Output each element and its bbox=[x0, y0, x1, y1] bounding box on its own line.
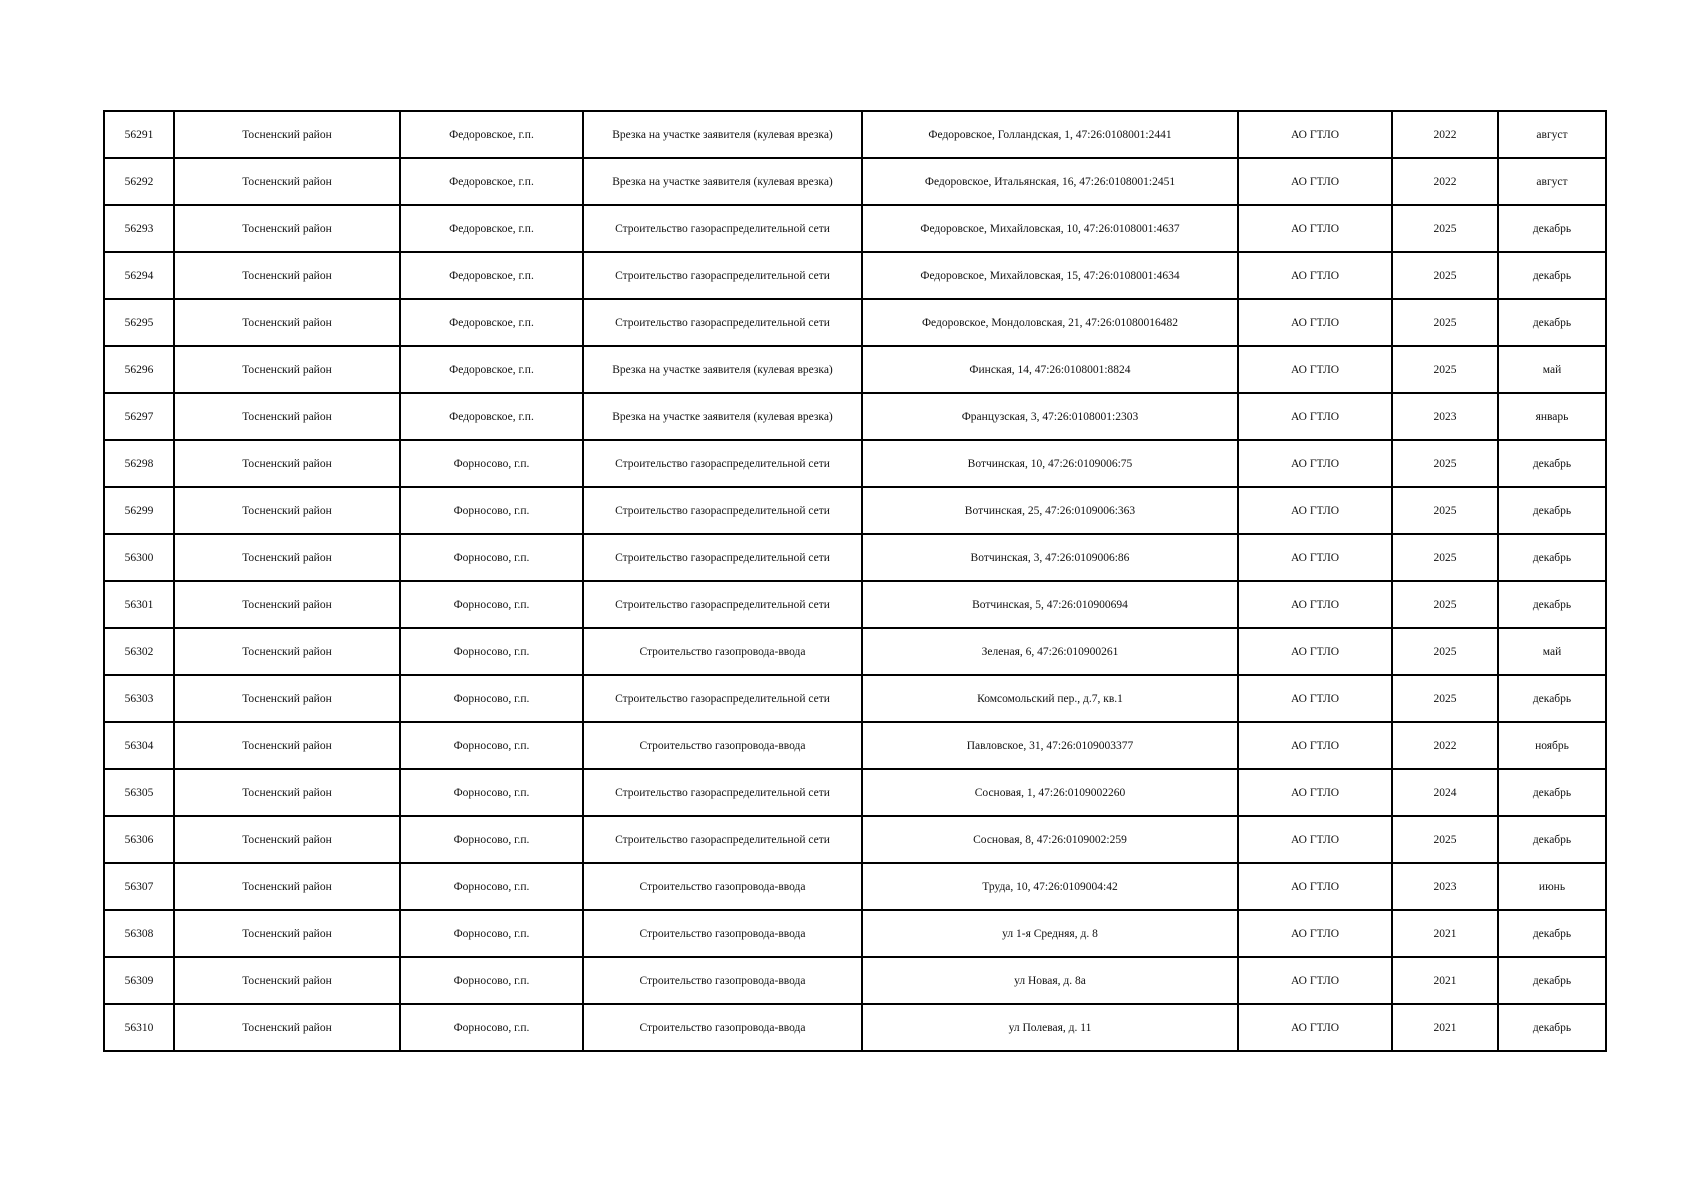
district-cell: Тосненский район bbox=[174, 581, 400, 628]
organization-cell: АО ГТЛО bbox=[1238, 910, 1392, 957]
row-number-cell: 56291 bbox=[104, 111, 174, 158]
row-number-cell: 56300 bbox=[104, 534, 174, 581]
work-type-cell: Строительство газораспределительной сети bbox=[583, 816, 862, 863]
year-cell: 2025 bbox=[1392, 487, 1498, 534]
work-type-cell: Строительство газораспределительной сети bbox=[583, 205, 862, 252]
settlement-cell: Форносово, г.п. bbox=[400, 581, 583, 628]
district-cell: Тосненский район bbox=[174, 722, 400, 769]
address-cell: Вотчинская, 10, 47:26:0109006:75 bbox=[862, 440, 1238, 487]
address-cell: Сосновая, 8, 47:26:0109002:259 bbox=[862, 816, 1238, 863]
month-cell: декабрь bbox=[1498, 487, 1606, 534]
row-number-cell: 56305 bbox=[104, 769, 174, 816]
address-cell: Федоровское, Михайловская, 15, 47:26:0108001:4634 bbox=[862, 252, 1238, 299]
address-cell: Павловское, 31, 47:26:0109003377 bbox=[862, 722, 1238, 769]
address-cell: Федоровское, Итальянская, 16, 47:26:0108001:2451 bbox=[862, 158, 1238, 205]
month-cell: август bbox=[1498, 111, 1606, 158]
address-cell: Сосновая, 1, 47:26:0109002260 bbox=[862, 769, 1238, 816]
work-type-cell: Строительство газопровода-ввода bbox=[583, 628, 862, 675]
table-row bbox=[104, 440, 1606, 487]
district-cell: Тосненский район bbox=[174, 346, 400, 393]
work-type-cell: Строительство газораспределительной сети bbox=[583, 769, 862, 816]
row-number-cell: 56297 bbox=[104, 393, 174, 440]
organization-cell: АО ГТЛО bbox=[1238, 1004, 1392, 1051]
year-cell: 2025 bbox=[1392, 581, 1498, 628]
work-type-cell: Строительство газораспределительной сети bbox=[583, 252, 862, 299]
row-number-cell: 56293 bbox=[104, 205, 174, 252]
address-cell: Труда, 10, 47:26:0109004:42 bbox=[862, 863, 1238, 910]
table-row bbox=[104, 252, 1606, 299]
district-cell: Тосненский район bbox=[174, 487, 400, 534]
month-cell: декабрь bbox=[1498, 252, 1606, 299]
row-number-cell: 56296 bbox=[104, 346, 174, 393]
district-cell: Тосненский район bbox=[174, 299, 400, 346]
year-cell: 2025 bbox=[1392, 675, 1498, 722]
year-cell: 2023 bbox=[1392, 863, 1498, 910]
month-cell: декабрь bbox=[1498, 534, 1606, 581]
settlement-cell: Форносово, г.п. bbox=[400, 816, 583, 863]
work-type-cell: Строительство газопровода-ввода bbox=[583, 863, 862, 910]
month-cell: август bbox=[1498, 158, 1606, 205]
gas-connection-table bbox=[103, 110, 1607, 1052]
organization-cell: АО ГТЛО bbox=[1238, 205, 1392, 252]
organization-cell: АО ГТЛО bbox=[1238, 957, 1392, 1004]
organization-cell: АО ГТЛО bbox=[1238, 675, 1392, 722]
organization-cell: АО ГТЛО bbox=[1238, 769, 1392, 816]
table-row bbox=[104, 393, 1606, 440]
table-row bbox=[104, 957, 1606, 1004]
settlement-cell: Федоровское, г.п. bbox=[400, 393, 583, 440]
district-cell: Тосненский район bbox=[174, 393, 400, 440]
table-row bbox=[104, 581, 1606, 628]
table-row bbox=[104, 675, 1606, 722]
month-cell: декабрь bbox=[1498, 957, 1606, 1004]
table-row bbox=[104, 910, 1606, 957]
organization-cell: АО ГТЛО bbox=[1238, 393, 1392, 440]
settlement-cell: Федоровское, г.п. bbox=[400, 111, 583, 158]
address-cell: Финская, 14, 47:26:0108001:8824 bbox=[862, 346, 1238, 393]
month-cell: декабрь bbox=[1498, 910, 1606, 957]
month-cell: декабрь bbox=[1498, 581, 1606, 628]
district-cell: Тосненский район bbox=[174, 205, 400, 252]
work-type-cell: Строительство газораспределительной сети bbox=[583, 675, 862, 722]
district-cell: Тосненский район bbox=[174, 158, 400, 205]
address-cell: ул Новая, д. 8а bbox=[862, 957, 1238, 1004]
year-cell: 2025 bbox=[1392, 816, 1498, 863]
month-cell: июнь bbox=[1498, 863, 1606, 910]
district-cell: Тосненский район bbox=[174, 957, 400, 1004]
settlement-cell: Форносово, г.п. bbox=[400, 534, 583, 581]
year-cell: 2025 bbox=[1392, 205, 1498, 252]
row-number-cell: 56294 bbox=[104, 252, 174, 299]
table-row bbox=[104, 816, 1606, 863]
row-number-cell: 56309 bbox=[104, 957, 174, 1004]
month-cell: декабрь bbox=[1498, 299, 1606, 346]
district-cell: Тосненский район bbox=[174, 675, 400, 722]
settlement-cell: Форносово, г.п. bbox=[400, 675, 583, 722]
work-type-cell: Строительство газораспределительной сети bbox=[583, 440, 862, 487]
work-type-cell: Врезка на участке заявителя (кулевая врезка) bbox=[583, 158, 862, 205]
organization-cell: АО ГТЛО bbox=[1238, 487, 1392, 534]
organization-cell: АО ГТЛО bbox=[1238, 816, 1392, 863]
work-type-cell: Строительство газораспределительной сети bbox=[583, 534, 862, 581]
work-type-cell: Врезка на участке заявителя (кулевая врезка) bbox=[583, 346, 862, 393]
month-cell: май bbox=[1498, 346, 1606, 393]
row-number-cell: 56295 bbox=[104, 299, 174, 346]
district-cell: Тосненский район bbox=[174, 1004, 400, 1051]
settlement-cell: Форносово, г.п. bbox=[400, 440, 583, 487]
table-row bbox=[104, 1004, 1606, 1051]
table-row bbox=[104, 205, 1606, 252]
table-row bbox=[104, 487, 1606, 534]
month-cell: декабрь bbox=[1498, 675, 1606, 722]
organization-cell: АО ГТЛО bbox=[1238, 158, 1392, 205]
address-cell: Французская, 3, 47:26:0108001:2303 bbox=[862, 393, 1238, 440]
year-cell: 2022 bbox=[1392, 158, 1498, 205]
year-cell: 2022 bbox=[1392, 111, 1498, 158]
table-row bbox=[104, 299, 1606, 346]
month-cell: декабрь bbox=[1498, 440, 1606, 487]
row-number-cell: 56292 bbox=[104, 158, 174, 205]
work-type-cell: Строительство газораспределительной сети bbox=[583, 487, 862, 534]
table-row bbox=[104, 863, 1606, 910]
district-cell: Тосненский район bbox=[174, 863, 400, 910]
settlement-cell: Форносово, г.п. bbox=[400, 910, 583, 957]
settlement-cell: Форносово, г.п. bbox=[400, 769, 583, 816]
address-cell: Федоровское, Михайловская, 10, 47:26:0108001:4637 bbox=[862, 205, 1238, 252]
settlement-cell: Федоровское, г.п. bbox=[400, 158, 583, 205]
work-type-cell: Строительство газопровода-ввода bbox=[583, 722, 862, 769]
year-cell: 2023 bbox=[1392, 393, 1498, 440]
row-number-cell: 56303 bbox=[104, 675, 174, 722]
work-type-cell: Врезка на участке заявителя (кулевая врезка) bbox=[583, 111, 862, 158]
address-cell: Федоровское, Мондоловская, 21, 47:26:01080016482 bbox=[862, 299, 1238, 346]
organization-cell: АО ГТЛО bbox=[1238, 722, 1392, 769]
district-cell: Тосненский район bbox=[174, 111, 400, 158]
work-type-cell: Врезка на участке заявителя (кулевая врезка) bbox=[583, 393, 862, 440]
district-cell: Тосненский район bbox=[174, 769, 400, 816]
settlement-cell: Форносово, г.п. bbox=[400, 628, 583, 675]
year-cell: 2025 bbox=[1392, 628, 1498, 675]
row-number-cell: 56306 bbox=[104, 816, 174, 863]
address-cell: Комсомольский пер., д.7, кв.1 bbox=[862, 675, 1238, 722]
month-cell: январь bbox=[1498, 393, 1606, 440]
year-cell: 2025 bbox=[1392, 299, 1498, 346]
work-type-cell: Строительство газопровода-ввода bbox=[583, 957, 862, 1004]
month-cell: декабрь bbox=[1498, 1004, 1606, 1051]
district-cell: Тосненский район bbox=[174, 816, 400, 863]
table-row bbox=[104, 722, 1606, 769]
month-cell: декабрь bbox=[1498, 816, 1606, 863]
organization-cell: АО ГТЛО bbox=[1238, 581, 1392, 628]
settlement-cell: Форносово, г.п. bbox=[400, 722, 583, 769]
organization-cell: АО ГТЛО bbox=[1238, 863, 1392, 910]
row-number-cell: 56302 bbox=[104, 628, 174, 675]
settlement-cell: Форносово, г.п. bbox=[400, 957, 583, 1004]
table-body bbox=[104, 111, 1606, 1051]
organization-cell: АО ГТЛО bbox=[1238, 299, 1392, 346]
year-cell: 2025 bbox=[1392, 534, 1498, 581]
organization-cell: АО ГТЛО bbox=[1238, 628, 1392, 675]
month-cell: декабрь bbox=[1498, 769, 1606, 816]
table-row bbox=[104, 769, 1606, 816]
work-type-cell: Строительство газораспределительной сети bbox=[583, 299, 862, 346]
organization-cell: АО ГТЛО bbox=[1238, 111, 1392, 158]
year-cell: 2025 bbox=[1392, 346, 1498, 393]
organization-cell: АО ГТЛО bbox=[1238, 440, 1392, 487]
month-cell: декабрь bbox=[1498, 205, 1606, 252]
year-cell: 2021 bbox=[1392, 1004, 1498, 1051]
work-type-cell: Строительство газопровода-ввода bbox=[583, 1004, 862, 1051]
table-row bbox=[104, 158, 1606, 205]
address-cell: Вотчинская, 3, 47:26:0109006:86 bbox=[862, 534, 1238, 581]
organization-cell: АО ГТЛО bbox=[1238, 534, 1392, 581]
settlement-cell: Федоровское, г.п. bbox=[400, 346, 583, 393]
table-row bbox=[104, 111, 1606, 158]
row-number-cell: 56301 bbox=[104, 581, 174, 628]
organization-cell: АО ГТЛО bbox=[1238, 346, 1392, 393]
month-cell: май bbox=[1498, 628, 1606, 675]
year-cell: 2024 bbox=[1392, 769, 1498, 816]
settlement-cell: Форносово, г.п. bbox=[400, 487, 583, 534]
district-cell: Тосненский район bbox=[174, 440, 400, 487]
row-number-cell: 56310 bbox=[104, 1004, 174, 1051]
address-cell: Зеленая, 6, 47:26:010900261 bbox=[862, 628, 1238, 675]
address-cell: Вотчинская, 25, 47:26:0109006:363 bbox=[862, 487, 1238, 534]
district-cell: Тосненский район bbox=[174, 910, 400, 957]
year-cell: 2025 bbox=[1392, 440, 1498, 487]
district-cell: Тосненский район bbox=[174, 628, 400, 675]
year-cell: 2021 bbox=[1392, 910, 1498, 957]
district-cell: Тосненский район bbox=[174, 534, 400, 581]
table-row bbox=[104, 346, 1606, 393]
district-cell: Тосненский район bbox=[174, 252, 400, 299]
row-number-cell: 56299 bbox=[104, 487, 174, 534]
settlement-cell: Форносово, г.п. bbox=[400, 1004, 583, 1051]
address-cell: Вотчинская, 5, 47:26:010900694 bbox=[862, 581, 1238, 628]
year-cell: 2022 bbox=[1392, 722, 1498, 769]
address-cell: ул 1-я Средняя, д. 8 bbox=[862, 910, 1238, 957]
settlement-cell: Федоровское, г.п. bbox=[400, 205, 583, 252]
month-cell: ноябрь bbox=[1498, 722, 1606, 769]
address-cell: ул Полевая, д. 11 bbox=[862, 1004, 1238, 1051]
settlement-cell: Форносово, г.п. bbox=[400, 863, 583, 910]
row-number-cell: 56307 bbox=[104, 863, 174, 910]
work-type-cell: Строительство газопровода-ввода bbox=[583, 910, 862, 957]
settlement-cell: Федоровское, г.п. bbox=[400, 299, 583, 346]
row-number-cell: 56298 bbox=[104, 440, 174, 487]
row-number-cell: 56304 bbox=[104, 722, 174, 769]
table-row bbox=[104, 628, 1606, 675]
row-number-cell: 56308 bbox=[104, 910, 174, 957]
settlement-cell: Федоровское, г.п. bbox=[400, 252, 583, 299]
table-row bbox=[104, 534, 1606, 581]
organization-cell: АО ГТЛО bbox=[1238, 252, 1392, 299]
address-cell: Федоровское, Голландская, 1, 47:26:0108001:2441 bbox=[862, 111, 1238, 158]
work-type-cell: Строительство газораспределительной сети bbox=[583, 581, 862, 628]
year-cell: 2025 bbox=[1392, 252, 1498, 299]
year-cell: 2021 bbox=[1392, 957, 1498, 1004]
